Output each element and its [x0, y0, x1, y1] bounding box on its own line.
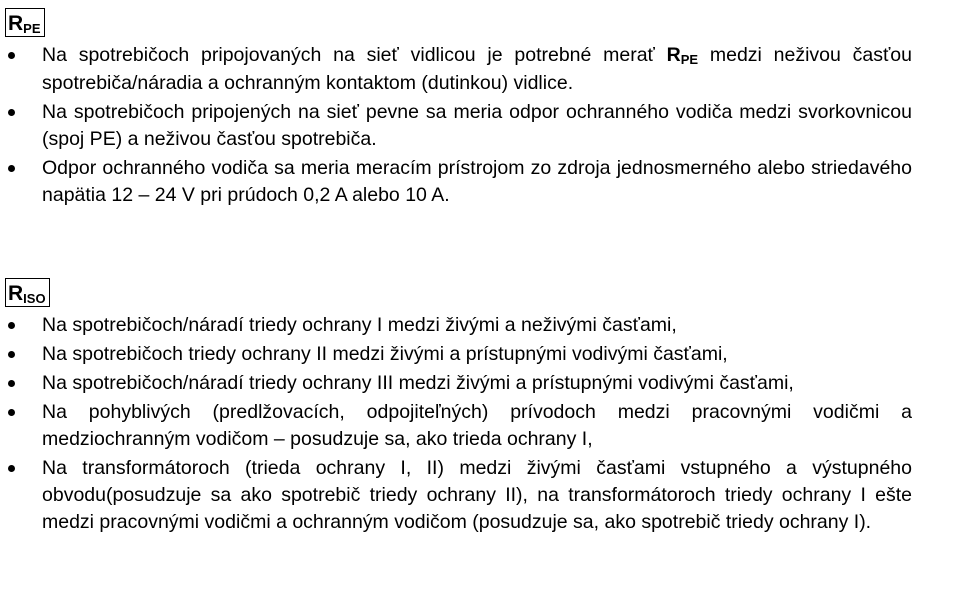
list-item — [0, 370, 912, 397]
inline-symbol-subscript: PE — [680, 52, 699, 67]
list-item — [0, 99, 912, 153]
item-text: Na transformátoroch (trieda ochrany I, II) medzi živými časťami vstupného a výstupného obvodu(posudzuje sa ako spotrebič triedy ochrany II), na transformátoroch triedy ochrany I ešte medzi pracovnými vodičmi a ochranným vodičom (posudzuje sa, ako spotrebič triedy ochrany I). — [42, 457, 912, 533]
item-text: Odpor ochranného vodiča sa meria meracím prístrojom zo zdroja jednosmerného alebo striedavého napätia 12 – 24 V pri prúdoch 0,2 A alebo 10 A. — [42, 157, 912, 206]
item-text: Na spotrebičoch pripojených na sieť pevne sa meria odpor ochranného vodiča medzi svorkovnicou (spoj PE) a neživou časťou spotrebiča. — [42, 101, 912, 150]
item-text: Na pohyblivých (predlžovacích, odpojiteľných) prívodoch medzi pracovnými vodičmi a medziochranným vodičom – posudzuje sa, ako trieda ochrany I, — [42, 401, 912, 450]
bullet-icon — [8, 322, 15, 329]
label-subscript: PE — [23, 21, 41, 36]
bullet-icon — [8, 380, 15, 387]
item-text: Na spotrebičoch/náradí triedy ochrany I medzi živými a neživými časťami, — [42, 314, 677, 336]
list-item — [0, 341, 912, 368]
label-main: R — [8, 12, 24, 35]
bullet-icon — [8, 165, 15, 172]
bullet-icon — [8, 409, 15, 416]
bullet-icon — [8, 465, 15, 472]
list-item — [0, 455, 912, 536]
section-label-riso — [5, 278, 50, 307]
label-subscript: ISO — [23, 291, 46, 306]
label-main: R — [8, 282, 24, 305]
item-text-after: medzi neživou časťou spotrebiča/náradia a ochranným kontaktom (dutinkou) vidlice. — [42, 44, 912, 94]
bullet-icon — [8, 109, 15, 116]
item-text: Na spotrebičoch triedy ochrany II medzi živými a prístupnými vodivými časťami, — [42, 343, 728, 365]
inline-symbol-main: R — [666, 44, 681, 66]
item-text-before: Na spotrebičoch pripojovaných na sieť vidlicou je potrebné merať — [42, 44, 667, 66]
bullet-icon — [8, 351, 15, 358]
item-text: Na spotrebičoch/náradí triedy ochrany III medzi živými a prístupnými vodivými časťami, — [42, 372, 794, 394]
list-item — [0, 399, 912, 453]
list-item — [0, 42, 912, 97]
riso-bullet-list — [0, 312, 912, 538]
inline-symbol-rpe — [667, 44, 698, 66]
bullet-icon — [8, 52, 15, 59]
list-item — [0, 155, 912, 209]
section-label-rpe — [5, 8, 45, 37]
list-item — [0, 312, 912, 339]
rpe-bullet-list — [0, 42, 912, 211]
